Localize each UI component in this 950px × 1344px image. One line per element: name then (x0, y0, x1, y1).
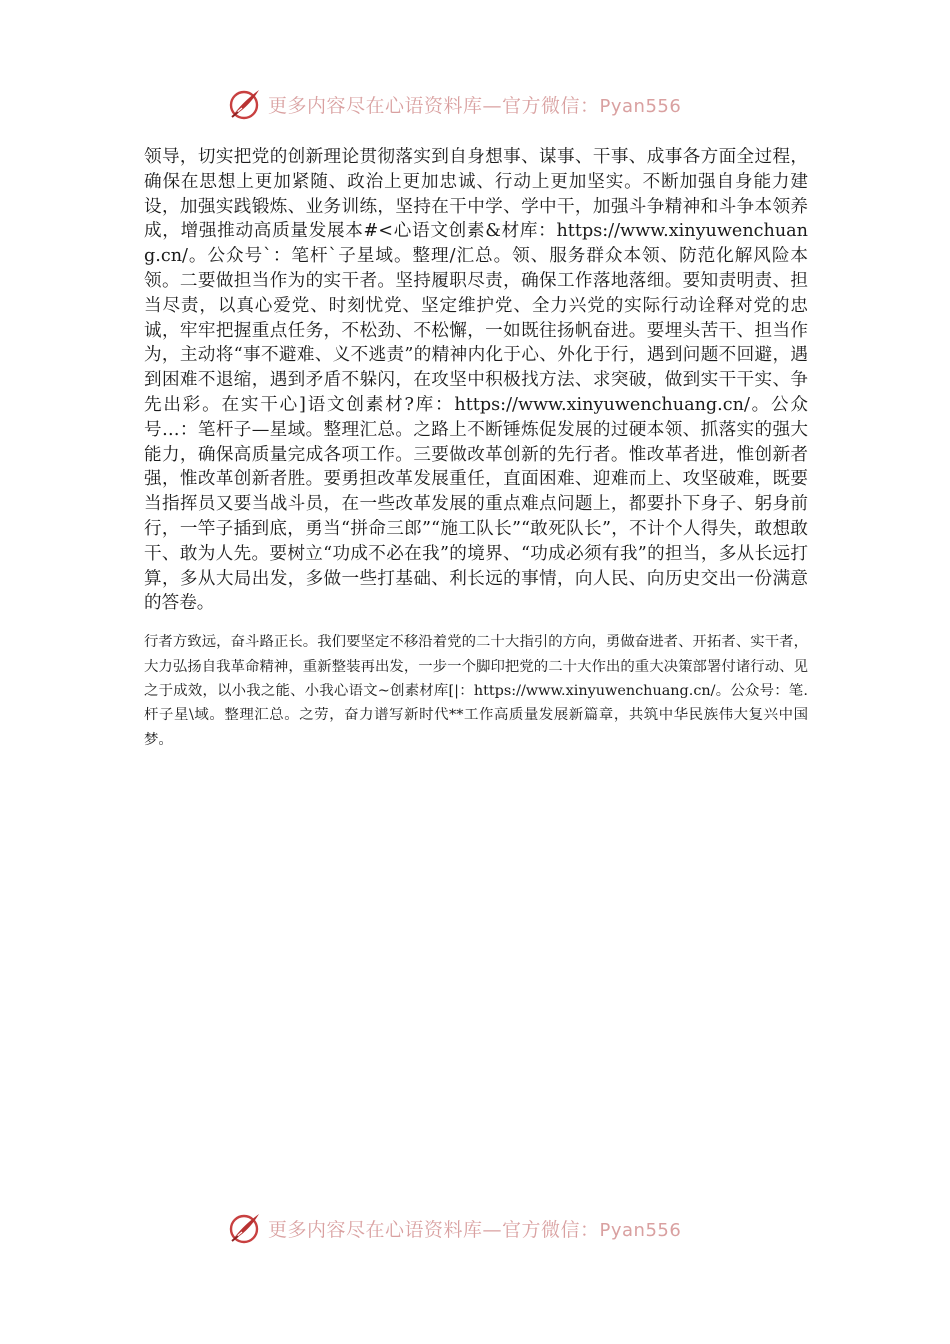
footer-banner (226, 1208, 746, 1248)
header-banner-cn: 更多内容尽在心语资料库—官方微信： (268, 94, 600, 117)
footer-banner-text (268, 1215, 681, 1242)
quill-pen-logo-icon (226, 1210, 262, 1246)
footer-banner-cn: 更多内容尽在心语资料库—官方微信： (268, 1218, 600, 1241)
quill-pen-logo-icon (226, 86, 262, 122)
body-paragraph-1: 领导，切实把党的创新理论贯彻落实到自身想事、谋事、干事、成事各方面全过程，确保在思想上更加紧随、政治上更加忠诚、行动上更加坚实。不断加强自身能力建设，加强实践锻炼、业务训练，坚持在干中学、学中干，加强斗争精神和斗争本领养成，增强推动高质量发展本#<心语文创素&材库：https://www.xinyuwenchuang.cn/。公众号`：笔杆`子星域。整理/汇总。领、服务群众本领、防范化解风险本领。二要做担当作为的实干者。坚持履职尽责，确保工作落地落细。要知责明责、担当尽责，以真心爱党、时刻忧党、坚定维护党、全力兴党的实际行动诠释对党的忠诚，牢牢把握重点任务，不松劲、不松懈，一如既往扬帆奋进。要埋头苦干、担当作为，主动将“事不避难、义不逃责”的精神内化于心、外化于行，遇到问题不回避，遇到困难不退缩，遇到矛盾不躲闪，在攻坚中积极找方法、求突破，做到实干干实、争先出彩。在实干心]语文创素材?库：https://www.xinyuwenchuang.cn/。公众号…：笔杆子—星域。整理汇总。之路上不断锤炼促发展的过硬本领、抓落实的强大能力，确保高质量完成各项工作。三要做改革创新的先行者。惟改革者进，惟创新者强，惟改革创新者胜。要勇担改革发展重任，直面困难、迎难而上、攻坚破难，既要当指挥员又要当战斗员，在一些改革发展的重点难点问题上，都要扑下身子、躬身前行，一竿子插到底，勇当“拼命三郎”“施工队长”“敢死队长”，不计个人得失，敢想敢干、敢为人先。要树立“功成不必在我”的境界、“功成必须有我”的担当，多从长远打算，多从大局出发，多做一些打基础、利长远的事情，向人民、向历史交出一份满意的答卷。 (144, 147, 808, 614)
header-banner-text (268, 91, 681, 118)
footer-wechat-id: Pyan556 (599, 1219, 682, 1241)
header-wechat-id: Pyan556 (599, 95, 682, 117)
document-body (144, 145, 808, 752)
header-banner (226, 84, 746, 124)
body-paragraph-2: 行者方致远，奋斗路正长。我们要坚定不移沿着党的二十大指引的方向，勇做奋进者、开拓者、实干者，大力弘扬自我革命精神，重新整装再出发，一步一个脚印把党的二十大作出的重大决策部署付诸行动、见之于成效，以小我之能、小我心语文~创素材库[|：https://www.xinyuwenchuang.cn/。公众号：笔.杆子星\域。整理汇总。之劳，奋力谱写新时代**工作高质量发展新篇章，共筑中华民族伟大复兴中国梦。 (144, 634, 808, 748)
